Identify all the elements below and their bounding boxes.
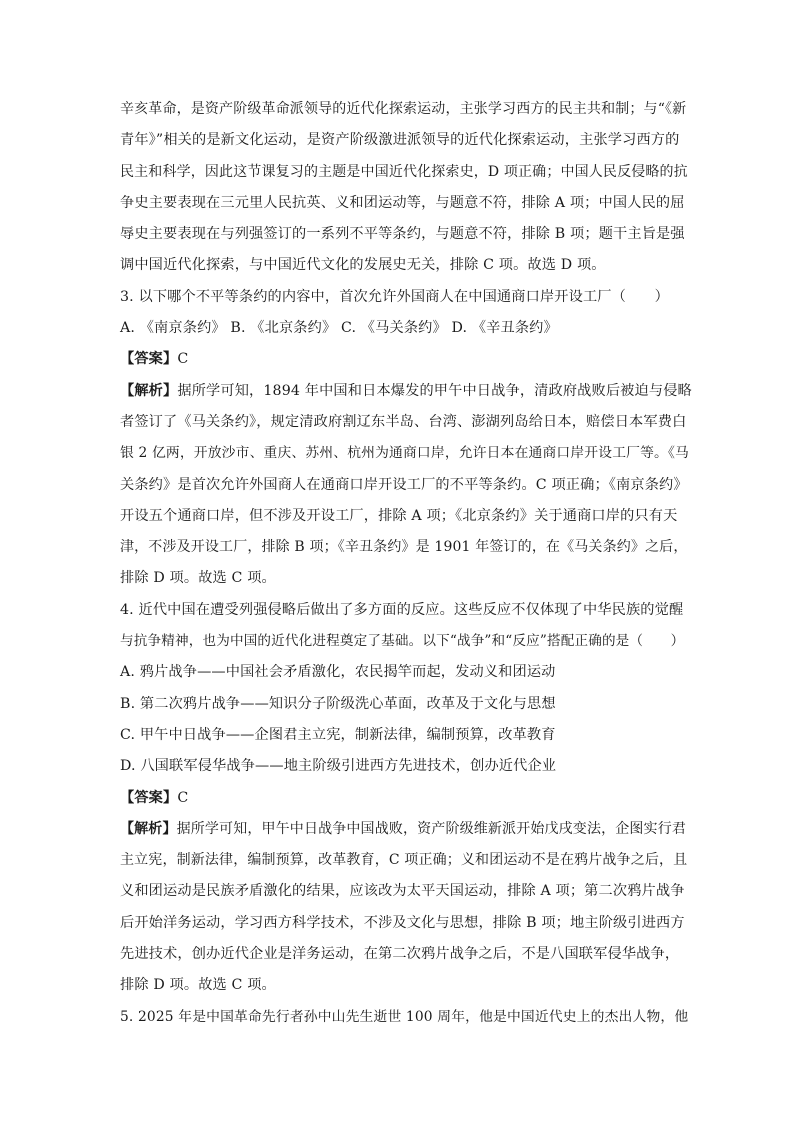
analysis-label: 【解析】 [120,820,177,837]
question4-stem-line-2: 与抗争精神，也为中国的近代化进程奠定了基础。以下“战争”和“反应”搭配正确的是（ ） [120,633,685,650]
question4-option-c: C. 甲午中日战争——企图君主立宪，制新法律，编制预算，改革教育 [120,726,556,743]
analysis-label: 【解析】 [120,382,178,399]
question3-analysis-line-3: 银 2 亿两，开放沙市、重庆、苏州、杭州为通商口岸，允许日本在通商口岸开设工厂等。《马 [120,445,689,462]
intro-line-1: 辛亥革命，是资产阶级革命派领导的近代化探索运动，主张学习西方的民主共和制；与“《新 [120,101,687,117]
question5-stem: 5. 2025 年是中国革命先行者孙中山先生逝世 100 周年，他是中国近代史上的杰出人物，他 [120,1008,689,1025]
intro-line-4: 争史主要表现在三元里人民抗英、义和团运动等，与题意不符，排除 A 项；中国人民的屈 [120,194,685,211]
intro-line-2: 青年》”相关的是新文化运动，是资产阶级激进派领导的近代化探索运动，主张学习西方的 [120,132,680,149]
question3-analysis-line-4: 关条约》是首次允许外国商人在通商口岸开设工厂的不平等条约。C 项正确；《南京条约》 [120,476,688,493]
question4-option-a: A. 鸦片战争——中国社会矛盾激化，农民揭竿而起，发动义和团运动 [120,664,556,681]
intro-line-6: 调中国近代化探索，与中国近代文化的发展史无关，排除 C 项。故选 D 项。 [120,257,606,274]
question3-analysis-line-5: 开设五个通商口岸，但不涉及开设工厂，排除 A 项；《北京条约》关于通商口岸的只有天 [120,507,678,524]
question3-options: A. 《南京条约》 B. 《北京条约》 C. 《马关条约》 D. 《辛丑条约》 [120,320,558,337]
question3-analysis-line-1 [120,376,692,407]
question4-analysis-line-5: 先进技术，创办近代企业是洋务运动，在第二次鸦片战争之后，不是八国联军侵华战争， [120,946,680,963]
question4-stem-line-1: 4. 近代中国在遭受列强侵略后做出了多方面的反应。这些反应不仅体现了中华民族的觉醒 [120,601,684,618]
question4-analysis-line-1 [120,814,686,845]
document-body [120,94,692,1033]
question4-option-d: D. 八国联军侵华战争——地主阶级引进西方先进技术，创办近代企业 [120,758,557,775]
answer-label: 【答案】 [120,351,178,368]
analysis-text: 据所学可知，甲午中日战争中国战败，资产阶级维新派开始戊戌变法，企图实行君 [176,820,687,837]
intro-line-3: 民主和科学，因此这节课复习的主题是中国近代化探索史，D 项正确；中国人民反侵略的抗 [120,163,688,180]
question4-analysis-line-6: 排除 D 项。故选 C 项。 [120,977,276,994]
analysis-text: 据所学可知，1894 年中国和日本爆发的甲午中日战争，清政府战败后被迫与侵略 [177,382,692,399]
answer-label: 【答案】 [120,789,178,806]
question3-analysis-line-2: 者签订了《马关条约》，规定清政府割辽东半岛、台湾、澎湖列岛给日本，赔偿日本军费白 [120,413,687,430]
question4-analysis-line-4: 后开始洋务运动，学习西方科学技术，不涉及文化与思想，排除 B 项；地主阶级引进西方 [120,914,685,931]
answer-value: C [177,789,189,806]
answer-value: C [177,351,189,368]
question3-analysis-line-6: 津，不涉及开设工厂，排除 B 项；《辛丑条约》是 1901 年签订的，在《马关条约》之后， [120,539,688,556]
question4-analysis-line-3: 义和团运动是民族矛盾激化的结果，应该改为太平天国运动，排除 A 项；第二次鸦片战争 [120,883,685,900]
question3-stem: 3. 以下哪个不平等条约的内容中，首次允许外国商人在中国通商口岸开设工厂（ ） [120,288,669,305]
question3-analysis-line-7: 排除 D 项。故选 C 项。 [120,570,276,587]
question4-answer [120,783,686,814]
intro-line-5: 辱史主要表现在与列强签订的一系列不平等条约，与题意不符，排除 B 项；题干主旨是强 [120,226,685,243]
question4-analysis-line-2: 主立宪，制新法律，编制预算，改革教育，C 项正确；义和团运动不是在鸦片战争之后，且 [120,852,688,869]
question4-option-b: B. 第二次鸦片战争——知识分子阶级洗心革面，改革及于文化与思想 [120,695,556,712]
question3-answer [120,344,686,375]
